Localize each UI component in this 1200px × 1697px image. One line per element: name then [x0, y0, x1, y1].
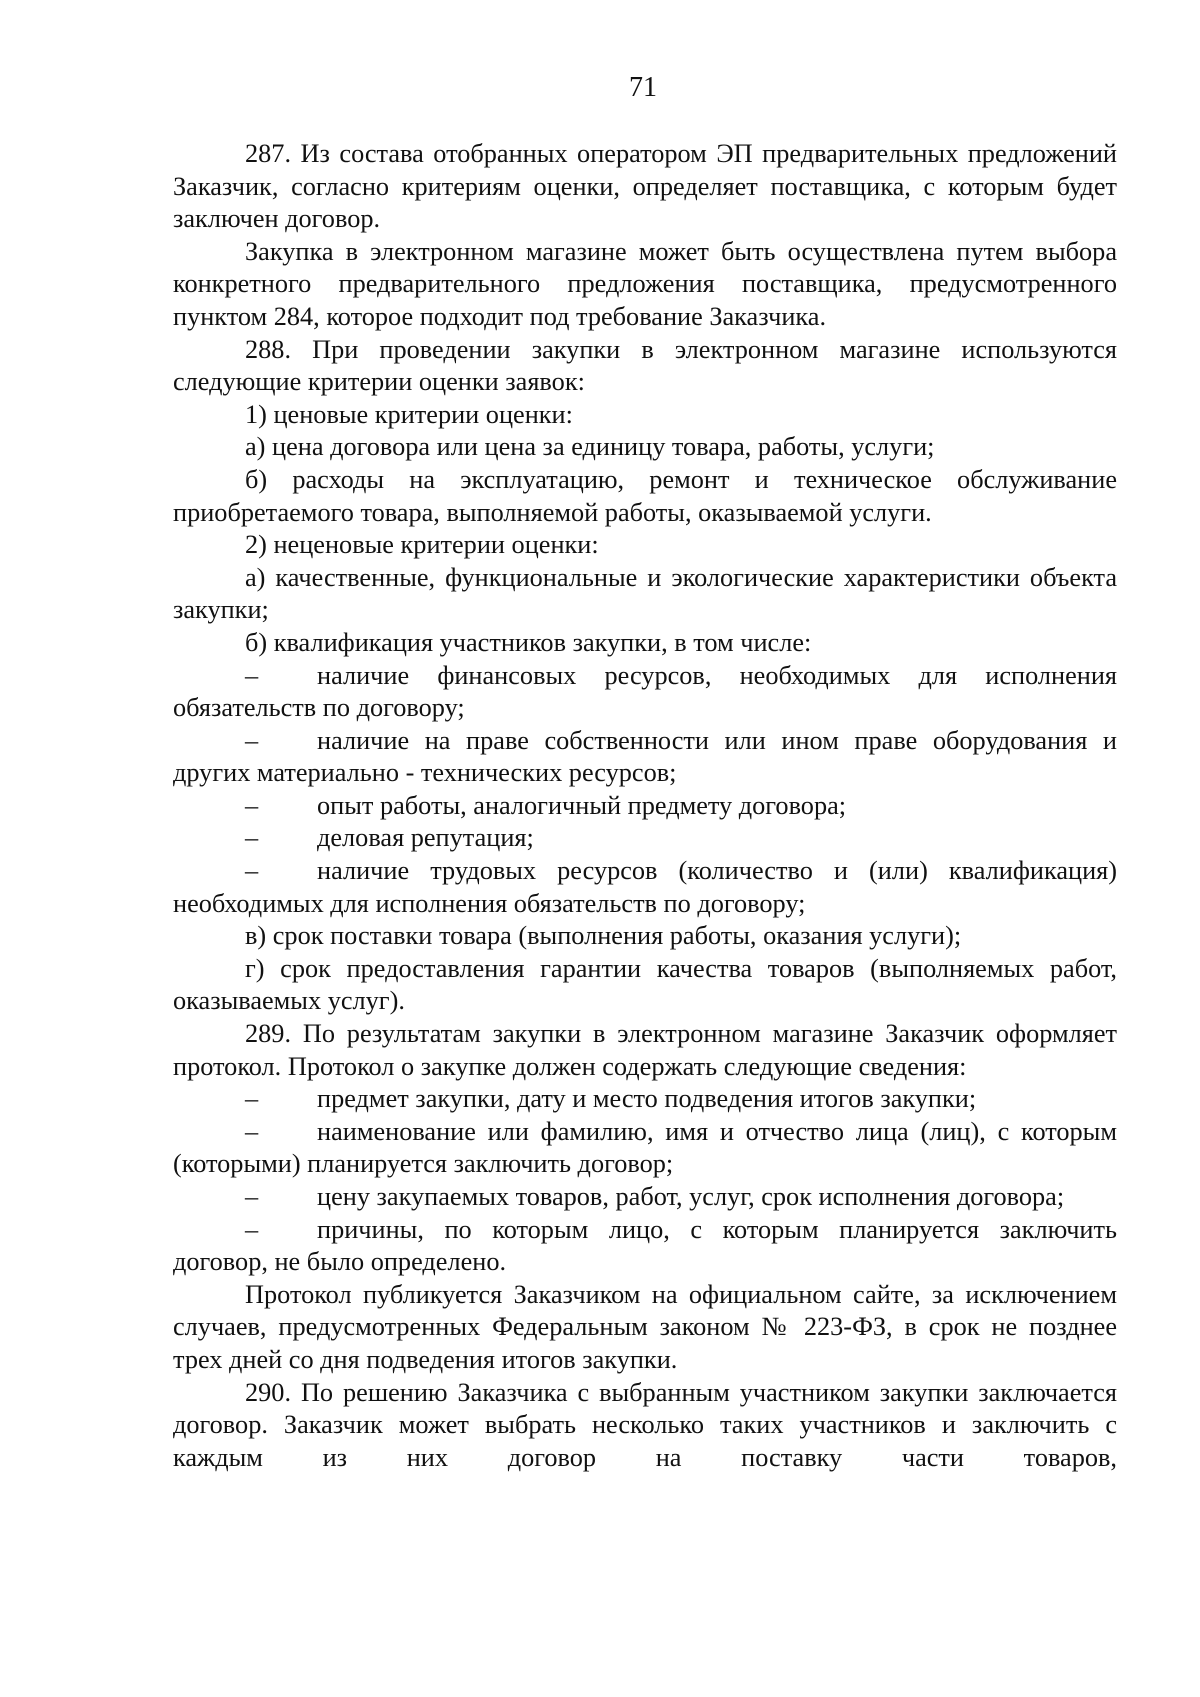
paragraph: 288. При проведении закупки в электронном магазине используются следующие критерии оценки заявок: [173, 334, 1117, 397]
dash-marker: – [245, 1214, 259, 1244]
page-number: 71 [629, 72, 657, 103]
paragraph: б) расходы на эксплуатацию, ремонт и техническое обслуживание приобретаемого товара, выполняемой работы, оказываемой услуги. [173, 464, 1117, 527]
dash-marker: – [245, 1116, 259, 1146]
paragraph: а) качественные, функциональные и экологические характеристики объекта закупки; [173, 562, 1117, 625]
dash-list-text: деловая репутация; [317, 823, 534, 853]
paragraph: Закупка в электронном магазине может быть осуществлена путем выбора конкретного предварительного предложения поставщика, предусмотренного пунктом 284, которое подходит под требование Заказчика. [173, 236, 1117, 331]
paragraph: г) срок предоставления гарантии качества товаров (выполняемых работ, оказываемых услуг). [173, 953, 1117, 1016]
dash-list-item [173, 1214, 1117, 1279]
dash-list-item [173, 1181, 1117, 1214]
dash-marker: – [245, 725, 259, 755]
dash-list-text: опыт работы, аналогичный предмету договора; [317, 790, 847, 820]
dash-list-item [173, 725, 1117, 790]
dash-marker: – [245, 823, 259, 853]
paragraph: б) квалификация участников закупки, в том числе: [245, 627, 812, 657]
dash-marker: – [245, 1084, 259, 1114]
dash-marker: – [245, 790, 259, 820]
dash-list-text: наличие финансовых ресурсов, необходимых для исполнения обязательств по договору; [173, 660, 1117, 723]
paragraph: 2) неценовые критерии оценки: [245, 530, 599, 560]
document-body [173, 138, 1117, 1474]
dash-list-item [173, 855, 1117, 920]
paragraph: 290. По решению Заказчика с выбранным участником закупки заключается договор. Заказчик может выбрать несколько таких участников и заключить с каждым из них договор на поставку части товаров, [173, 1377, 1117, 1472]
dash-list-text: цену закупаемых товаров, работ, услуг, срок исполнения договора; [317, 1182, 1065, 1211]
dash-list-item [173, 1083, 1117, 1116]
dash-list-text: предмет закупки, дату и место подведения итогов закупки; [317, 1084, 977, 1114]
dash-list-text: наименование или фамилию, имя и отчество лица (лиц), с которым (которыми) планируется заключить договор; [173, 1116, 1117, 1179]
dash-list-item [173, 822, 1117, 855]
paragraph: а) цена договора или цена за единицу товара, работы, услуги; [245, 432, 935, 462]
paragraph: 289. По результатам закупки в электронном магазине Заказчик оформляет протокол. Протокол о закупке должен содержать следующие сведения: [173, 1019, 1117, 1081]
dash-list-item [173, 1116, 1117, 1181]
paragraph: 1) ценовые критерии оценки: [245, 399, 573, 429]
dash-list-text: наличие на праве собственности или ином праве оборудования и других материально - технических ресурсов; [173, 725, 1117, 788]
dash-list-text: наличие трудовых ресурсов (количество и (или) квалификация) необходимых для исполнения обязательств по договору; [173, 856, 1117, 918]
dash-marker: – [245, 660, 259, 690]
dash-list-item [173, 660, 1117, 725]
dash-list-text: причины, по которым лицо, с которым планируется заключить договор, не было определено. [173, 1214, 1117, 1277]
paragraph: Протокол публикуется Заказчиком на официальном сайте, за исключением случаев, предусмотренных Федеральным законом № 223-ФЗ, в срок не позднее трех дней со дня подведения итогов закупки. [173, 1279, 1117, 1374]
paragraph: 287. Из состава отобранных оператором ЭП предварительных предложений Заказчик, согласно критериям оценки, определяет поставщика, с которым будет заключен договор. [173, 139, 1117, 234]
paragraph: в) срок поставки товара (выполнения работы, оказания услуги); [245, 921, 962, 951]
dash-list-item [173, 790, 1117, 823]
dash-marker: – [245, 1182, 259, 1211]
dash-marker: – [245, 856, 259, 886]
